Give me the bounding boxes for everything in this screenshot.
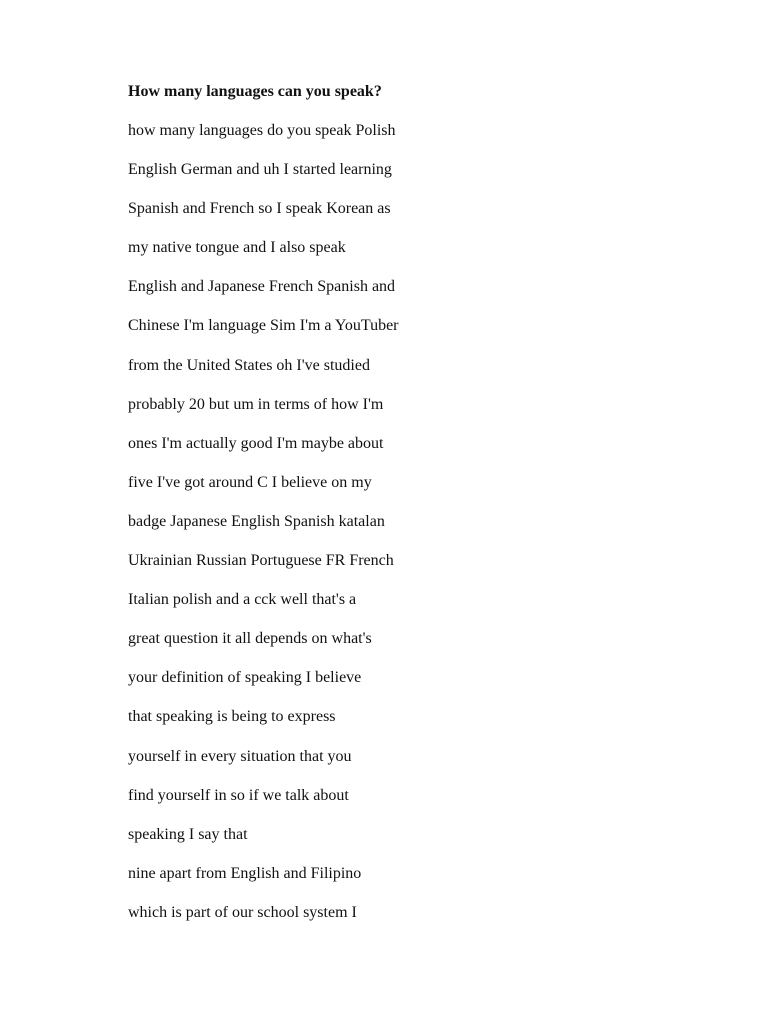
text-line-1: how many languages do you speak Polish: [128, 122, 396, 139]
text-line-18: find yourself in so if we talk about: [128, 786, 349, 804]
document-body: [128, 82, 648, 942]
text-line-21: which is part of our school system I: [128, 903, 357, 921]
text-line-19: speaking I say that: [128, 825, 248, 843]
text-line-8: probably 20 but um in terms of how I'm: [128, 395, 384, 413]
text-line-9: ones I'm actually good I'm maybe about: [128, 434, 384, 452]
text-line-7: from the United States oh I've studied: [128, 356, 370, 374]
text-line-5: English and Japanese French Spanish and: [128, 278, 396, 296]
text-line-17: yourself in every situation that you: [128, 747, 352, 765]
document-title: How many languages can you speak?: [128, 83, 382, 100]
text-line-3: Spanish and French so I speak Korean as: [128, 200, 391, 218]
text-line-16: that speaking is being to express: [128, 708, 336, 726]
text-line-12: Ukrainian Russian Portuguese FR French: [128, 552, 394, 570]
text-line-2: English German and uh I started learning: [128, 161, 392, 179]
text-line-20: nine apart from English and Filipino: [128, 864, 362, 882]
text-line-10: five I've got around C I believe on my: [128, 473, 372, 491]
text-line-11: badge Japanese English Spanish katalan: [128, 512, 385, 530]
text-line-15: your definition of speaking I believe: [128, 669, 362, 687]
text-line-14: great question it all depends on what's: [128, 630, 372, 648]
text-line-4: my native tongue and I also speak: [128, 239, 346, 257]
text-line-6: Chinese I'm language Sim I'm a YouTuber: [128, 317, 399, 335]
text-line-13: Italian polish and a cck well that's a: [128, 591, 357, 609]
